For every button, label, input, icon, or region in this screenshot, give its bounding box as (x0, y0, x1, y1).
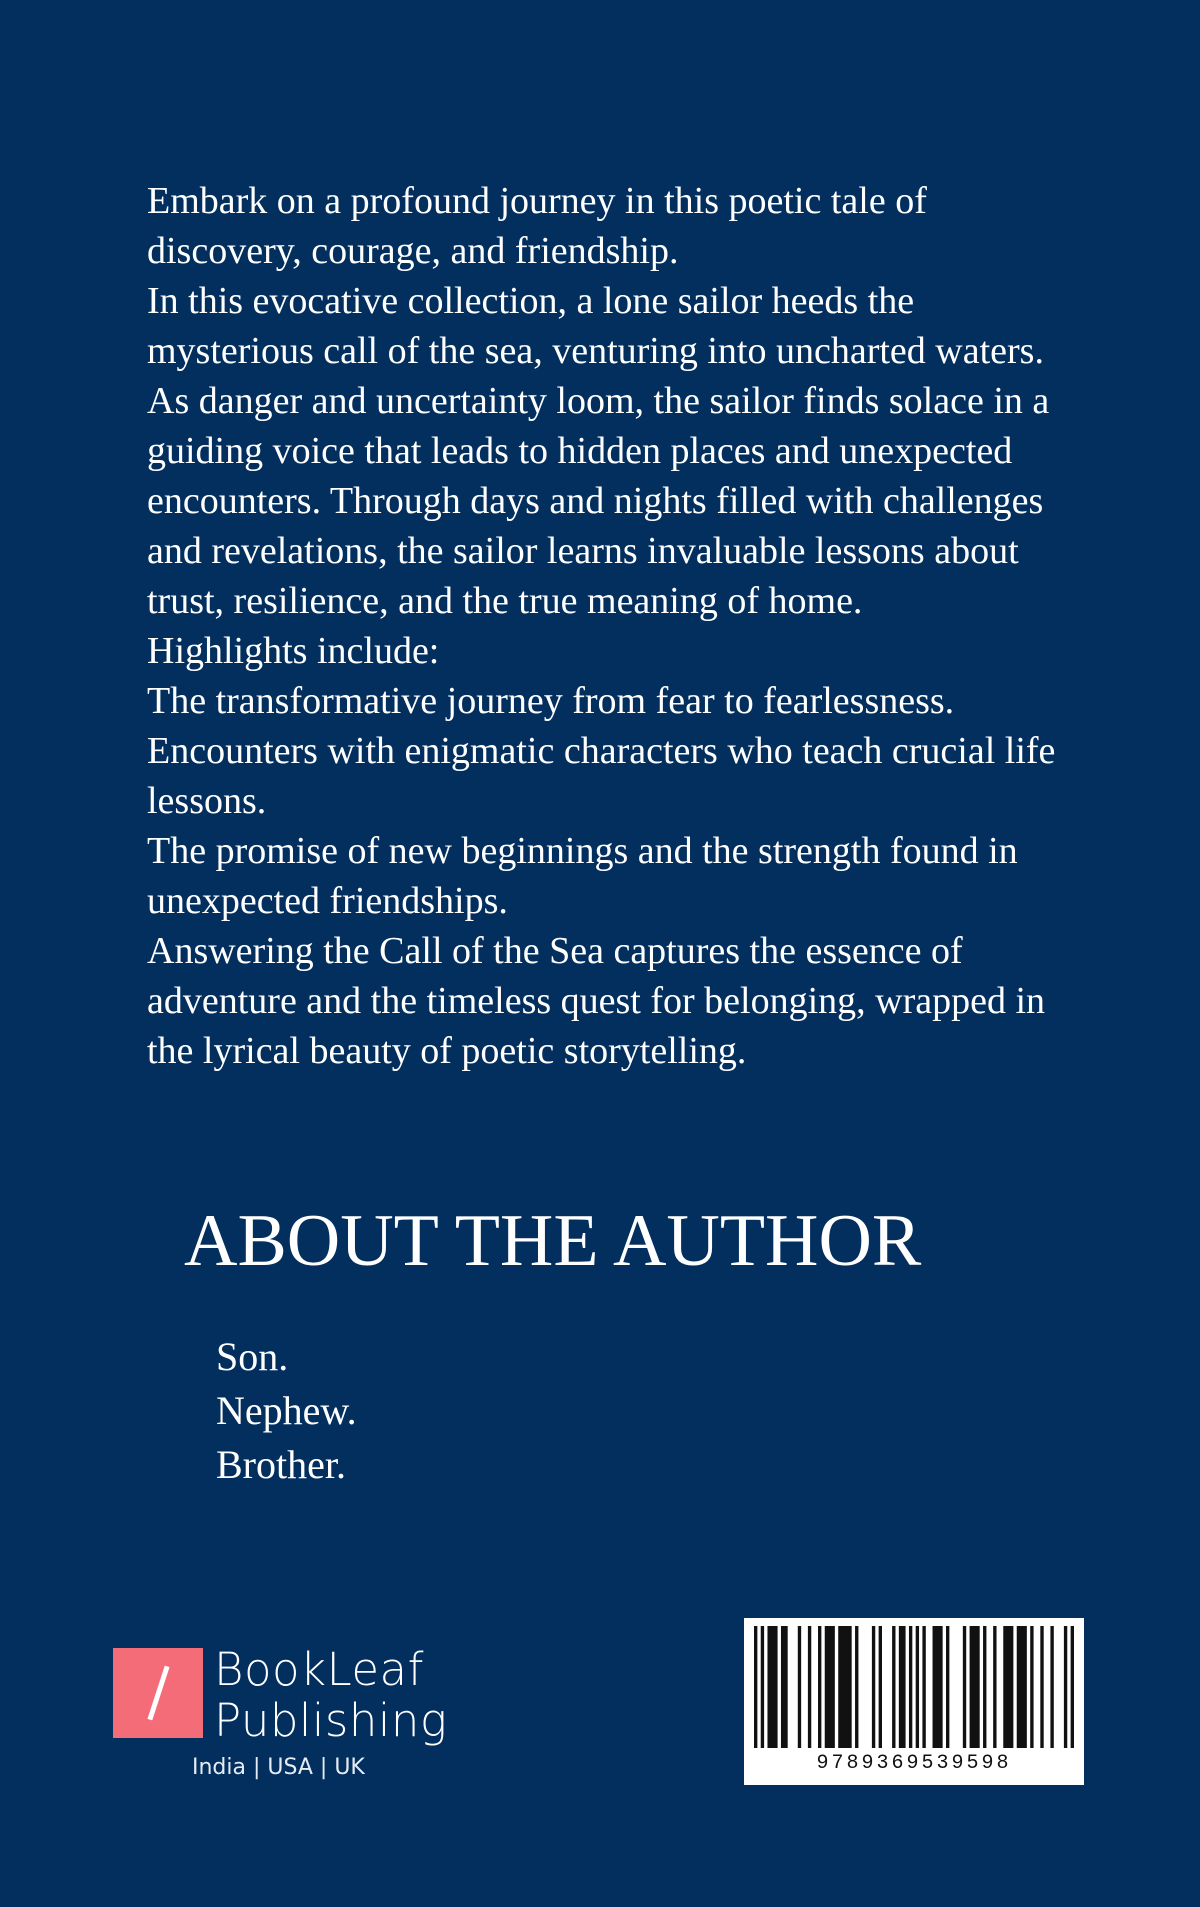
barcode-bar (818, 1626, 821, 1748)
author-bio (216, 1330, 357, 1492)
bookleaf-logo-icon (113, 1648, 203, 1738)
barcode-bar (970, 1626, 980, 1748)
barcode-bar (1050, 1626, 1053, 1748)
barcode-bar (963, 1626, 966, 1748)
blurb-paragraph: The promise of new beginnings and the strength found in unexpected friendships. (147, 830, 1018, 922)
barcode-bar (922, 1626, 925, 1748)
barcode-bar (1030, 1626, 1033, 1748)
barcode-bar (916, 1626, 919, 1748)
barcode-bar (754, 1626, 757, 1748)
blurb-paragraph: The transformative journey from fear to fearlessness. (147, 680, 955, 722)
about-the-author-heading: ABOUT THE AUTHOR (184, 1200, 922, 1282)
publisher-name-line: Publishing (214, 1694, 448, 1747)
isbn-barcode (744, 1618, 1084, 1785)
barcode-bar (1003, 1626, 1013, 1748)
barcode-bar (808, 1626, 811, 1748)
barcode-bar (798, 1626, 801, 1748)
author-bio-line: Nephew. (216, 1388, 357, 1433)
book-blurb (147, 176, 1087, 1076)
barcode-bar (838, 1626, 851, 1748)
barcode-bar (1071, 1626, 1074, 1748)
barcode-bar (761, 1626, 764, 1748)
barcode-bar (825, 1626, 835, 1748)
blurb-paragraph: Encounters with enigmatic characters who teach crucial life lessons. (147, 730, 1056, 822)
blurb-paragraph: Embark on a profound journey in this poetic tale of discovery, courage, and friendship. (147, 180, 927, 272)
blurb-paragraph: Highlights include: (147, 630, 440, 672)
barcode-bar (933, 1626, 943, 1748)
isbn-number: 9789369539598 (816, 1752, 1012, 1775)
barcode-bar (767, 1626, 777, 1748)
publisher-logo (113, 1643, 453, 1780)
barcode-bar (993, 1626, 996, 1748)
barcode-bar (1017, 1626, 1027, 1748)
barcode-icon (754, 1626, 1074, 1748)
author-bio-line: Son. (216, 1334, 289, 1379)
blurb-paragraph: In this evocative collection, a lone sailor heeds the mysterious call of the sea, venturing into uncharted waters. As danger and uncertainty loom, the sailor finds solace in a guiding voice that leads to hidden places and unexpected encounters. Through days and nights filled with challenges and revelations, the sailor learns invaluable lessons about trust, resilience, and the true meaning of home. (147, 280, 1050, 622)
author-bio-line: Brother. (216, 1442, 346, 1487)
barcode-bar (1040, 1626, 1043, 1748)
barcode-bar (855, 1626, 858, 1748)
barcode-bar (1064, 1626, 1067, 1748)
publisher-regions: India | USA | UK (192, 1755, 365, 1780)
barcode-bar (892, 1626, 895, 1748)
blurb-paragraph: Answering the Call of the Sea captures the essence of adventure and the timeless quest for belonging, wrapped in the lyrical beauty of poetic storytelling. (147, 930, 1046, 1072)
barcode-bar (872, 1626, 875, 1748)
barcode-bar (781, 1626, 788, 1748)
barcode-bar (879, 1626, 882, 1748)
publisher-name (214, 1644, 447, 1746)
barcode-bar (909, 1626, 912, 1748)
barcode-bar (983, 1626, 986, 1748)
slash-icon (147, 1666, 169, 1721)
barcode-bar (899, 1626, 906, 1748)
publisher-name-line: BookLeaf (214, 1643, 424, 1696)
barcode-bar (946, 1626, 949, 1748)
